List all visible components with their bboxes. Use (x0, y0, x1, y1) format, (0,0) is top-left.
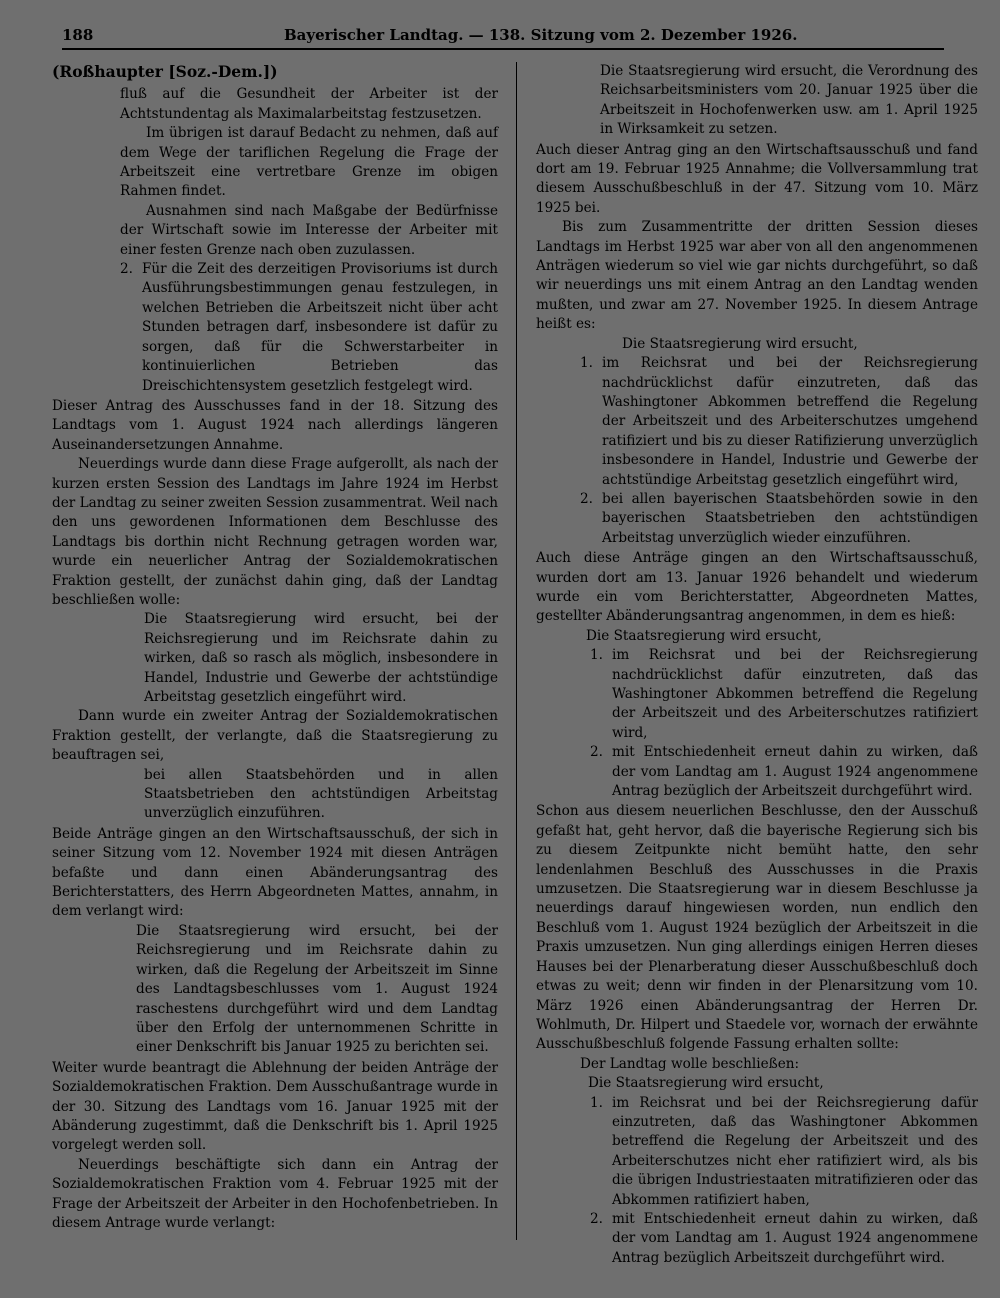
quoted-intro: Die Staatsregierung wird ersucht, (622, 335, 858, 352)
paragraph: Ausnahmen sind nach Maßgabe der Bedürfnisse der Wirtschaft sowie im Interesse der Arbeiter mit einer festen Grenze nach oben zuzulassen. (120, 202, 498, 258)
paragraph: Neuerdings beschäftigte sich dann ein Antrag der Sozialdemokratischen Fraktion vom 4. Februar 1925 mit der Frage der Arbeitszeit der Arbeiter in den Hochofenbetrieben. In diesem Antrage wurde verlangt: (52, 1156, 498, 1231)
list-item (52, 260, 498, 396)
page-number: 188 (62, 26, 94, 44)
paragraph: Schon aus diesem neuerlichen Beschlusse, den der Ausschuß gefaßt hat, geht hervor, daß die bayerische Regierung sich bis zu diesem Zeitpunkte nicht bemüht hatte, den sehr lendenlahmen Beschluß des Ausschusses in die Praxis umzusetzen. Die Staatsregierung war in diesem Beschlusse ja neuerdings darauf hingewiesen worden, nun endlich den Beschluß vom 1. August 1924 bezüglich der Arbeitszeit in die Praxis umzusetzen. Nun ging allerdings einigen Herren dieses Hauses bei der Plenarberatung dieser Ausschußbeschluß doch etwas zu weit; denn wir finden in der Plenarsitzung vom 10. März 1926 einen Abänderungsantrag der Herren Dr. Wohlmuth, Dr. Hilpert und Staedele vor, wornach der erwähnte Ausschußbeschluß folgende Fassung erhalten sollte: (536, 803, 978, 1053)
quoted-intro: Die Staatsregierung wird ersucht, (588, 1075, 824, 1092)
page-header (62, 24, 944, 50)
list-item (536, 490, 978, 548)
list-item (536, 1094, 978, 1210)
quoted-intro: Der Landtag wolle beschließen: (580, 1055, 800, 1072)
paragraph: Dieser Antrag des Ausschusses fand in der 18. Sitzung des Landtags vom 1. August 1924 nach allerdings längeren Auseinandersetzungen Annahme. (52, 397, 498, 453)
list-text: im Reichsrat und bei der Reichsregierung dafür einzutreten, daß das Washingtoner Abkommen betreffend die Regelung der Arbeitszeit und des Arbeiterschutzes nicht eher ratifiziert wird, als bis die übrigen Industriestaaten mitratifizieren oder das Abkommen ratifiziert haben, (612, 1094, 978, 1208)
paragraph: Auch dieser Antrag ging an den Wirtschaftsausschuß und fand dort am 19. Februar 1925 Annahme; die Vollversammlung trat diesem Ausschußbeschluß in der 47. Sitzung vom 10. März 1925 bei. (536, 141, 978, 216)
list-text: bei allen bayerischen Staatsbehörden sowie in den bayerischen Staatsbetrieben den achtstündigen Arbeitstag unverzüglich wieder einzuführen. (602, 490, 978, 546)
paragraph: Dann wurde ein zweiter Antrag der Sozialdemokratischen Fraktion gestellt, der verlangte, daß die Staatsregierung zu beauftragen sei, (52, 708, 498, 764)
list-text: mit Entschiedenheit erneut dahin zu wirken, daß der vom Landtag am 1. August 1924 angenommene Antrag bezüglich Arbeitszeit durchgeführt wird. (612, 1210, 978, 1266)
paragraph: Neuerdings wurde dann diese Frage aufgerollt, als nach der kurzen ersten Session des Landtags im Jahre 1924 im Herbst der Landtag zu seiner zweiten Session zusammentrat. Weil nach den uns gewordenen Informationen dem Beschlusse des Landtags bis dorthin nicht Rechnung getragen worden war, wurde ein neuerlicher Antrag der Sozialdemokratischen Fraktion gestellt, der zunächst dahin ging, daß der Landtag beschließen wolle: (52, 456, 498, 608)
speaker-label: (Roßhaupter [Soz.-Dem.]) (52, 62, 278, 81)
quoted-motion: Die Staatsregierung wird ersucht, bei der Reichsregierung und im Reichsrate dahin zu wirken, daß so rasch als möglich, insbesondere in Handel, Industrie und Gewerbe der achtstündige Arbeitstag gesetzlich eingeführt wird. (144, 611, 498, 705)
right-column (536, 62, 978, 1268)
list-number: 2. (590, 1210, 603, 1227)
paragraph: Weiter wurde beantragt die Ablehnung der beiden Anträge der Sozialdemokratischen Fraktion. Dem Ausschußantrage wurde in der 30. Sitzung des Landtags vom 16. Januar 1925 mit der Abänderung zugestimmt, daß die Denkschrift bis 1. April 1925 vorgelegt werden soll. (52, 1059, 498, 1154)
list-text: mit Entschiedenheit erneut dahin zu wirken, daß der vom Landtag am 1. August 1924 angenommene Antrag bezüglich der Arbeitszeit durchgeführt wird. (612, 744, 978, 800)
quoted-motion: Die Staatsregierung wird ersucht, die Verordnung des Reichsarbeitsministers vom 20. Januar 1925 über die Arbeitszeit in Hochofenwerken usw. am 1. April 1925 in Wirksamkeit zu setzen. (600, 63, 978, 138)
list-number: 2. (580, 490, 593, 507)
paragraph: fluß auf die Gesundheit der Arbeiter ist der Achtstundentag als Maximalarbeitstag festzusetzen. (120, 86, 498, 122)
paragraph: Bis zum Zusammentritte der dritten Session dieses Landtags im Herbst 1925 war aber von all den angenommenen Anträgen wiederum so viel wie gar nichts durchgeführt, so daß wir neuerdings uns mit einem Antrag an den Landtag wenden mußten, und zwar am 27. November 1925. In diesem Antrage heißt es: (536, 219, 978, 333)
list-item (536, 354, 978, 490)
list-number: 2. (120, 261, 133, 278)
paragraph: Auch diese Anträge gingen an den Wirtschaftsausschuß, wurden dort am 13. Januar 1926 behandelt und wiederum wurde ein vom Berichterstatter, Abgeordneten Mattes, gestellter Abänderungsantrag angenommen, in dem es hieß: (536, 550, 978, 625)
list-text: im Reichsrat und bei der Reichsregierung nachdrücklichst dafür einzutreten, daß das Washingtoner Abkommen betreffend die Regelung der Arbeitszeit und des Arbeiterschutzes umgehend ratifiziert und bis zu dieser Ratifizierung unverzüglich insbesondere in Handel, Industrie und Gewerbe der achtstündige Arbeitstag gesetzlich eingeführt wird, (602, 355, 978, 488)
left-column (52, 62, 498, 1233)
list-number: 2. (590, 744, 603, 761)
running-title: Bayerischer Landtag. — 138. Sitzung vom 2. Dezember 1926. (284, 26, 798, 44)
paragraph: Im übrigen ist darauf Bedacht zu nehmen, daß auf dem Wege der tariflichen Regelung die Frage der Arbeitszeit eine vertretbare Grenze im obigen Rahmen findet. (120, 125, 498, 200)
list-item (536, 1210, 978, 1268)
list-text: Für die Zeit des derzeitigen Provisoriums ist durch Ausführungsbestimmungen genau festzulegen, in welchen Betrieben die Arbeitszeit nicht über acht Stunden betragen darf, insbesondere ist dafür zu sorgen, daß für die Schwerstarbeiter in kontinuierlichen Betrieben das Dreischichtensystem gesetzlich festgelegt wird. (142, 261, 498, 394)
list-number: 1. (580, 355, 593, 372)
list-number: 1. (590, 1094, 603, 1111)
quoted-intro: Die Staatsregierung wird ersucht, (586, 627, 822, 644)
quoted-motion: Die Staatsregierung wird ersucht, bei der Reichsregierung und im Reichsrate dahin zu wirken, daß die Regelung der Arbeitszeit im Sinne des Landtagsbeschlusses vom 1. August 1924 raschestens durchgeführt wird und dem Landtag über den Erfolg der unternommenen Schritte in einer Denkschrift bis Januar 1925 zu berichten sei. (136, 922, 498, 1056)
column-divider (516, 62, 517, 1240)
list-number: 1. (590, 647, 603, 664)
paragraph: Beide Anträge gingen an den Wirtschaftsausschuß, der sich in seiner Sitzung vom 12. November 1924 mit diesen Anträgen befaßte und dann einen Abänderungsantrag des Berichterstatters, des Herrn Abgeordneten Mattes, annahm, in dem verlangt wird: (52, 825, 498, 920)
list-text: im Reichsrat und bei der Reichsregierung nachdrücklichst dafür einzutreten, daß das Washingtoner Abkommen betreffend die Regelung der Arbeitszeit und des Arbeiterschutzes ratifiziert wird, (612, 647, 978, 741)
list-item (536, 646, 978, 743)
quoted-motion: bei allen Staatsbehörden und in allen Staatsbetrieben den achtstündigen Arbeitstag unverzüglich einzuführen. (144, 766, 498, 822)
list-item (536, 743, 978, 801)
